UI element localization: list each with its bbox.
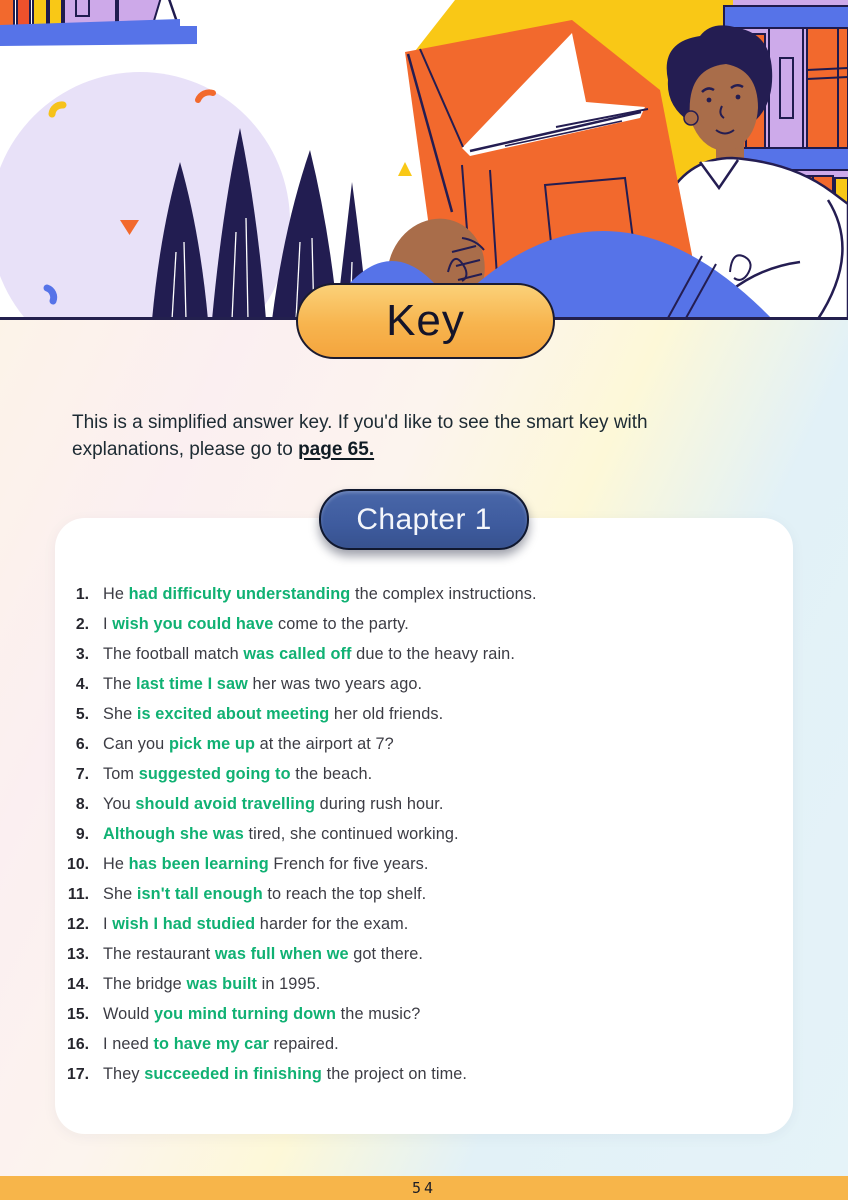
answer-text-after: come to the party. [273,615,409,633]
answer-sentence [103,584,537,605]
answer-highlight: had difficulty understanding [128,585,351,603]
answer-text-after: repaired. [268,1035,339,1053]
answer-highlight: last time I saw [135,675,248,693]
answer-text-after: the beach. [290,765,373,783]
answer-text-after: during rush hour. [315,795,444,813]
answer-highlight: wish you could have [112,615,274,633]
answer-number: 14. [67,976,89,993]
answer-number: 6. [75,736,89,753]
answers-card [55,518,793,1134]
intro-paragraph [72,410,734,463]
answer-item [63,734,765,755]
answer-number: 9. [75,826,89,843]
answer-text-before: The bridge [103,975,187,993]
answer-text-before: She [103,705,137,723]
answer-sentence [103,704,443,725]
answer-sentence [103,854,429,875]
answer-highlight: pick me up [168,735,256,753]
answer-text-after: due to the heavy rain. [351,645,515,663]
answer-text-before: The football match [103,645,244,663]
answer-number: 15. [67,1006,89,1023]
answer-number: 5. [75,706,89,723]
answer-number: 17. [67,1066,89,1083]
intro-text: This is a simplified answer key. If you'd like to see the smart key with explanations, please go to [72,412,648,460]
answer-highlight: succeeded in finishing [144,1065,322,1083]
answer-text-after: tired, she continued working. [243,825,459,843]
answer-number: 2. [75,616,89,633]
answer-item [63,614,765,635]
answer-number: 11. [67,886,89,903]
answer-text-before: You [103,795,136,813]
answer-number: 7. [75,766,89,783]
answer-highlight: Although she was [103,825,244,843]
answer-text-after: in 1995. [257,975,321,993]
answer-item [63,854,765,875]
answer-text-after: her was two years ago. [247,675,423,693]
answer-text-after: got there. [348,945,424,963]
answer-item [63,584,765,605]
answer-item [63,824,765,845]
answer-text-before: I need [103,1035,154,1053]
answer-text-before: Can you [103,735,169,753]
answer-text-after: the complex instructions. [350,585,537,603]
answer-text-after: to reach the top shelf. [262,885,427,903]
answer-highlight: suggested going to [138,765,291,783]
answer-sentence [103,914,408,935]
page-65-link[interactable]: page 65. [298,438,375,460]
answer-number: 1. [75,586,89,603]
answer-text-before: The [103,675,136,693]
answer-number: 8. [75,796,89,813]
answer-text-before: He [103,585,129,603]
answer-sentence [103,734,394,755]
answer-text-before: The restaurant [103,945,215,963]
answer-item [63,704,765,725]
answer-sentence [103,1034,339,1055]
answer-item [63,674,765,695]
answer-item [63,944,765,965]
reading-illustration-svg [0,0,848,320]
answer-text-before: They [103,1065,145,1083]
answer-number: 10. [67,856,89,873]
answer-sentence [103,824,459,845]
chapter-badge [319,489,529,550]
answer-text-before: She [103,885,137,903]
answer-text-before: Tom [103,765,139,783]
answer-sentence [103,614,409,635]
answer-highlight: you mind turning down [153,1005,337,1023]
answer-text-before: I [103,915,113,933]
answer-highlight: isn't tall enough [136,885,263,903]
reading-illustration [0,0,848,320]
answer-text-before: He [103,855,129,873]
answer-text-after: harder for the exam. [255,915,409,933]
answer-item [63,1064,765,1085]
answer-sentence [103,1064,467,1085]
answer-text-after: French for five years. [268,855,429,873]
answer-text-before: Would [103,1005,154,1023]
answer-item [63,884,765,905]
answer-highlight: wish I had studied [112,915,256,933]
answer-text-before: I [103,615,113,633]
answer-item [63,1034,765,1055]
answer-sentence [103,944,423,965]
answer-text-after: the project on time. [321,1065,468,1083]
answer-text-after: at the airport at 7? [255,735,394,753]
answer-highlight: to have my car [153,1035,269,1053]
page-number: 54 [411,1179,437,1197]
answer-sentence [103,644,515,665]
footer-bar [0,1176,848,1200]
answer-text-after: the music? [336,1005,421,1023]
answer-sentence [103,794,444,815]
answer-item [63,644,765,665]
answer-highlight: was built [186,975,258,993]
answer-number: 3. [75,646,89,663]
answer-sentence [103,1004,420,1025]
answer-item [63,794,765,815]
key-title-label: Key [386,296,465,345]
answer-sentence [103,884,426,905]
answer-item [63,1004,765,1025]
answer-item [63,764,765,785]
answer-highlight: should avoid travelling [135,795,316,813]
answer-highlight: is excited about meeting [136,705,330,723]
answer-sentence [103,674,422,695]
answer-sentence [103,974,320,995]
answer-item [63,974,765,995]
key-title-badge [296,283,555,359]
answer-sentence [103,764,372,785]
answer-text-after: her old friends. [329,705,444,723]
answer-number: 16. [67,1036,89,1053]
answer-item [63,914,765,935]
answer-number: 13. [67,946,89,963]
answer-highlight: was full when we [214,945,349,963]
answer-highlight: was called off [243,645,352,663]
answer-number: 12. [67,916,89,933]
answer-highlight: has been learning [128,855,269,873]
answer-number: 4. [75,676,89,693]
chapter-badge-label: Chapter 1 [356,502,492,536]
answers-list [55,518,793,1085]
